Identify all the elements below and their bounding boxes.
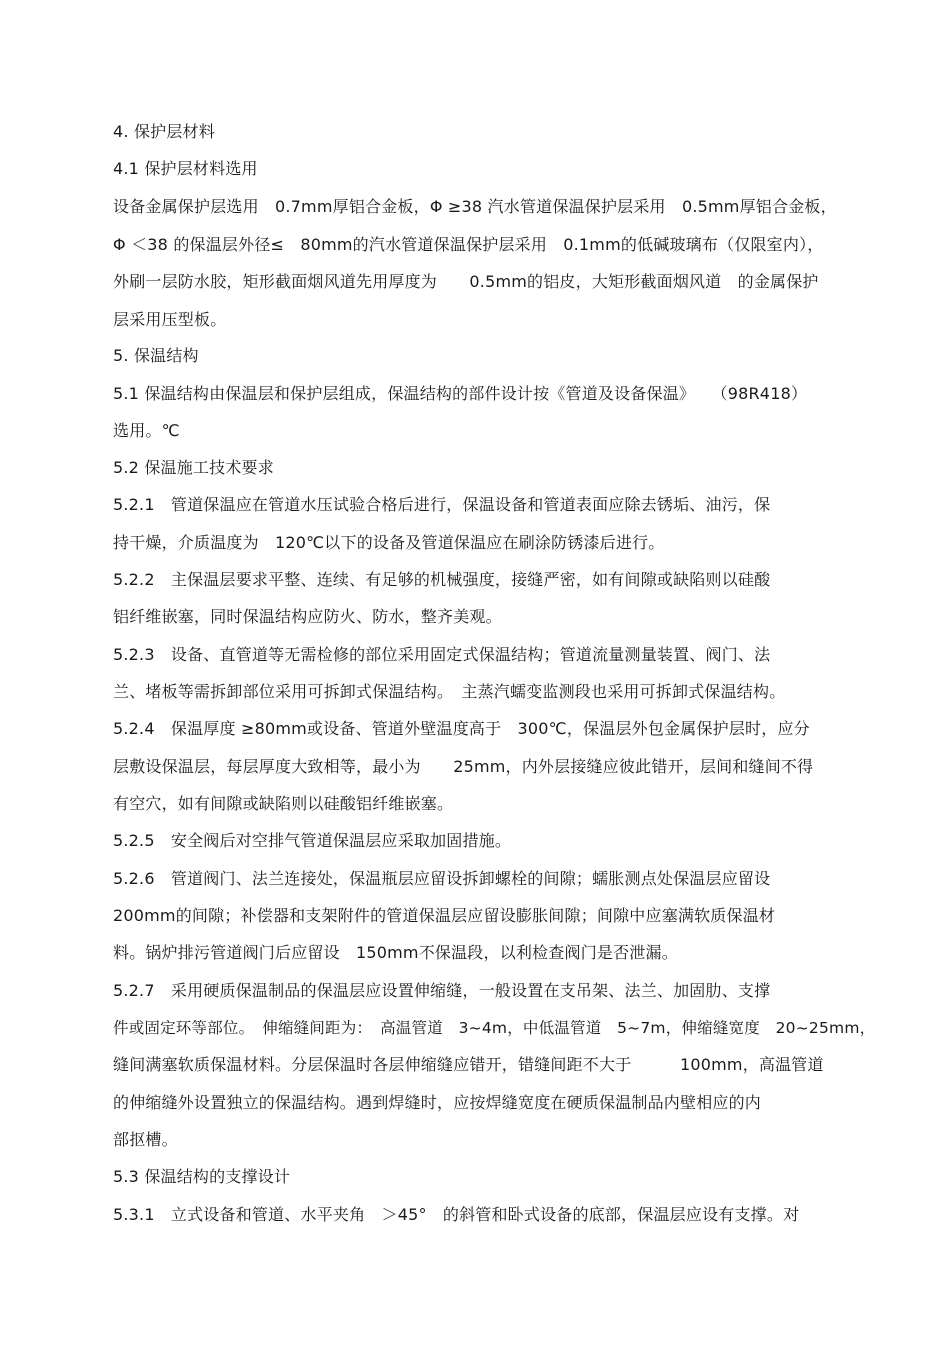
- paragraph-line: 件或固定环等部位。 伸缩缝间距为： 高温管道 3~4m，中低温管道 5~7m，伸缩缝宽度 20~25mm，: [113, 1019, 876, 1037]
- paragraph-line: 5.2.4 保温厚度 ≥80mm或设备、管道外壁温度高于 300℃，保温层外包金属保护层时，应分: [113, 719, 810, 738]
- paragraph-line: 缝间满塞软质保温材料。分层保温时各层伸缩缝应错开，错缝间距不大于 100mm，高温管道: [113, 1055, 824, 1074]
- paragraph-line: 持干燥，介质温度为 120℃以下的设备及管道保温应在刷涂防锈漆后进行。: [113, 533, 665, 552]
- paragraph-line: 铝纤维嵌塞，同时保温结构应防火、防水，整齐美观。: [113, 607, 502, 626]
- paragraph-line: 5.2.5 安全阀后对空排气管道保温层应采取加固措施。: [113, 831, 512, 850]
- paragraph-line: 层敷设保温层，每层厚度大致相等，最小为 25mm，内外层接缝应彼此错开，层间和缝间不得: [113, 757, 814, 776]
- heading-5-2: 5.2 保温施工技术要求: [113, 458, 274, 477]
- paragraph-line: 部抠槽。: [113, 1130, 178, 1149]
- paragraph-line: 5.1 保温结构由保温层和保护层组成，保温结构的部件设计按《管道及设备保温》 （98R418）: [113, 384, 808, 403]
- paragraph-line: 的伸缩缝外设置独立的保温结构。遇到焊缝时，应按焊缝宽度在硬质保温制品内壁相应的内: [113, 1093, 762, 1112]
- paragraph-line: Φ ＜38 的保温层外径≤ 80mm的汽水管道保温保护层采用 0.1mm的低碱玻璃布（仅限室内），: [113, 235, 824, 254]
- heading-4-1: 4.1 保护层材料选用: [113, 159, 258, 178]
- paragraph-line: 兰、堵板等需拆卸部位采用可拆卸式保温结构。 主蒸汽蠕变监测段也采用可拆卸式保温结构。: [113, 682, 786, 701]
- heading-5: 5. 保温结构: [113, 346, 199, 365]
- paragraph-line: 有空穴，如有间隙或缺陷则以硅酸铝纤维嵌塞。: [113, 794, 454, 813]
- heading-5-3: 5.3 保温结构的支撑设计: [113, 1167, 291, 1186]
- paragraph-line: 5.2.1 管道保温应在管道水压试验合格后进行，保温设备和管道表面应除去锈垢、油污，保: [113, 495, 771, 514]
- paragraph-line: 料。锅炉排污管道阀门后应留设 150mm不保温段，以利检查阀门是否泄漏。: [113, 943, 678, 962]
- paragraph-line: 选用。℃: [113, 421, 180, 440]
- paragraph-line: 200mm的间隙；补偿器和支架附件的管道保温层应留设膨胀间隙；间隙中应塞满软质保温材: [113, 906, 776, 925]
- paragraph-line: 5.2.2 主保温层要求平整、连续、有足够的机械强度，接缝严密，如有间隙或缺陷则以硅酸: [113, 570, 771, 589]
- paragraph-line: 设备金属保护层选用 0.7mm厚铝合金板，Φ ≥38 汽水管道保温保护层采用 0.5mm厚铝合金板，: [113, 197, 837, 216]
- heading-4: 4. 保护层材料: [113, 122, 215, 141]
- paragraph-line: 外刷一层防水胶，矩形截面烟风道先用厚度为 0.5mm的铝皮，大矩形截面烟风道 的金属保护: [113, 272, 819, 291]
- paragraph-line: 层采用压型板。: [113, 310, 227, 329]
- paragraph-line: 5.2.7 采用硬质保温制品的保温层应设置伸缩缝，一般设置在支吊架、法兰、加固肋、支撑: [113, 981, 771, 1000]
- paragraph-line: 5.3.1 立式设备和管道、水平夹角 ＞45° 的斜管和卧式设备的底部，保温层应设有支撑。对: [113, 1205, 800, 1224]
- paragraph-line: 5.2.6 管道阀门、法兰连接处，保温瓶层应留设拆卸螺栓的间隙；蠕胀测点处保温层应留设: [113, 869, 771, 888]
- paragraph-line: 5.2.3 设备、直管道等无需检修的部位采用固定式保温结构；管道流量测量装置、阀门、法: [113, 645, 771, 664]
